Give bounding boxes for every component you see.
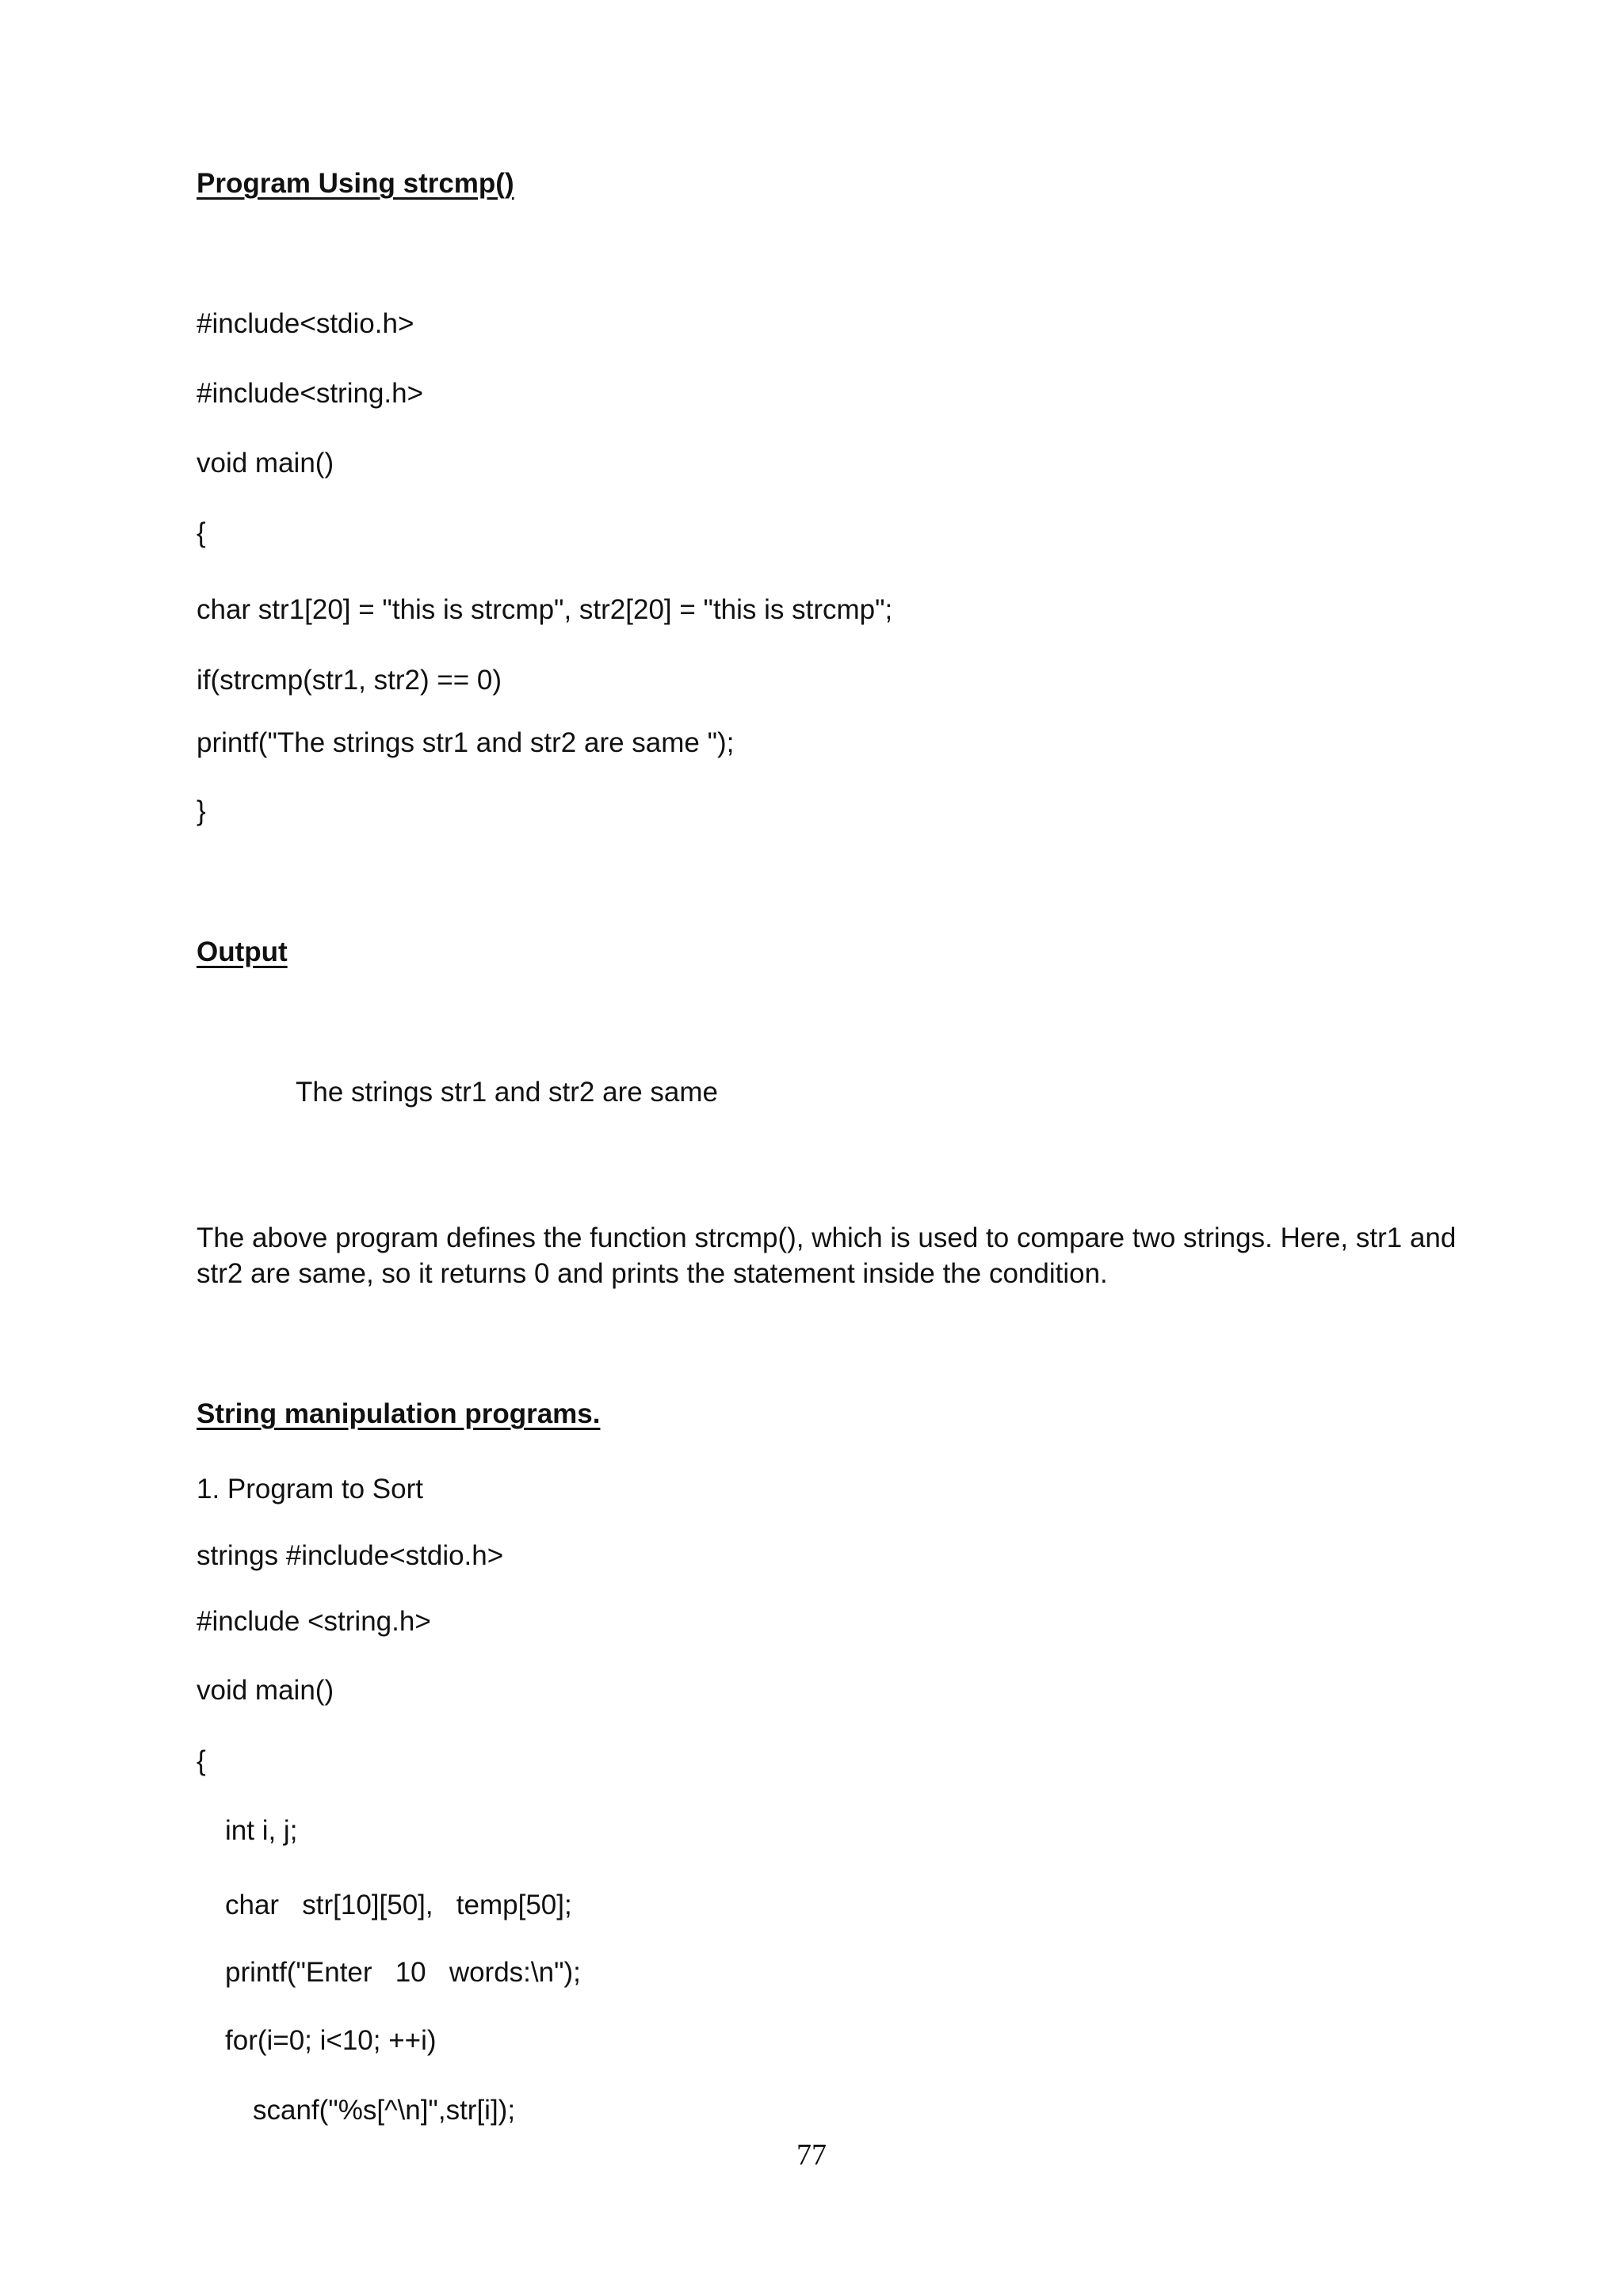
code-line: #include<string.h> — [197, 378, 424, 409]
code-line: #include<stdio.h> — [197, 308, 414, 339]
program-line: { — [197, 1745, 206, 1776]
program-line: void main() — [197, 1675, 334, 1706]
program-line: scanf("%s[^\n]",str[i]); — [253, 2095, 516, 2126]
program-line: char str[10][50], temp[50]; — [225, 1890, 572, 1920]
program-line: printf("Enter 10 words:\n"); — [225, 1957, 581, 1988]
code-line: { — [197, 517, 206, 548]
code-line: char str1[20] = "this is strcmp", str2[20] = "this is strcmp"; — [197, 594, 893, 625]
page-number: 77 — [796, 2138, 827, 2172]
explanation-line-2: str2 are same, so it returns 0 and prints the statement inside the condition. — [197, 1258, 1108, 1289]
output-text: The strings str1 and str2 are same — [296, 1077, 718, 1108]
explanation-line-1: The above program defines the function strcmp(), which is used to compare two strings. Here, str1 and — [197, 1222, 1457, 1253]
program-line: #include <string.h> — [197, 1606, 431, 1637]
program-line: strings #include<stdio.h> — [197, 1540, 504, 1571]
code-line: void main() — [197, 448, 334, 479]
program-line: int i, j; — [225, 1815, 298, 1846]
program-line: for(i=0; i<10; ++i) — [225, 2025, 437, 2056]
code-line: } — [197, 795, 206, 826]
code-line: if(strcmp(str1, str2) == 0) — [197, 665, 502, 696]
section-heading-strcmp: Program Using strcmp() — [197, 168, 514, 199]
code-line: printf("The strings str1 and str2 are same "); — [197, 727, 735, 758]
program-line: 1. Program to Sort — [197, 1474, 423, 1505]
section-heading-output: Output — [197, 936, 288, 967]
section-heading-string-manipulation: String manipulation programs. — [197, 1398, 601, 1429]
